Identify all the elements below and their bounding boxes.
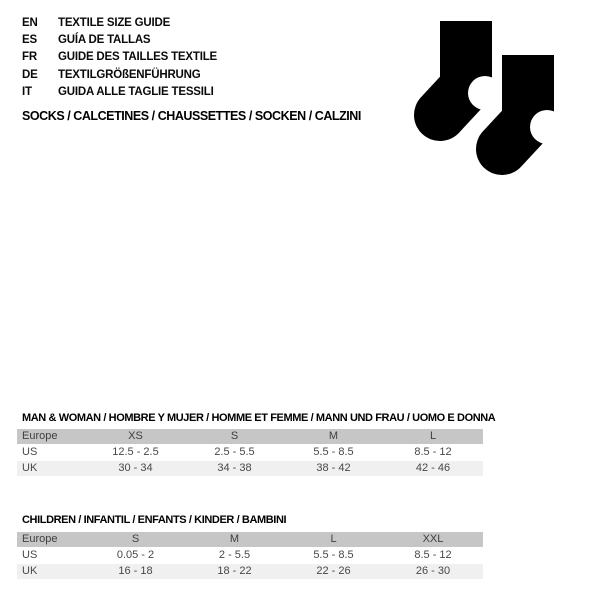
table-header-row (17, 532, 483, 547)
value-cell: 8.5 - 12 (414, 549, 452, 561)
header-cell-size: L (429, 430, 437, 442)
table-title-children: CHILDREN / INFANTIL / ENFANTS / KINDER / BAMBINI (22, 514, 287, 526)
region-cell: UK (22, 565, 38, 577)
socks-icon (408, 11, 558, 181)
header-cell-region: Europe (22, 533, 58, 545)
language-row-it (22, 84, 217, 101)
language-label: GUÍA DE TALLAS (58, 34, 151, 47)
value-cell: 12.5 - 2.5 (112, 446, 159, 458)
value-cell: 38 - 42 (316, 462, 351, 474)
language-row-en (22, 14, 217, 31)
language-row-de (22, 66, 217, 83)
table-header-row (17, 429, 483, 444)
header-cell-size: XS (128, 430, 143, 442)
header-cell-size: L (330, 533, 337, 545)
table-row-us (17, 548, 483, 563)
language-code: FR (22, 51, 37, 64)
header-cell-size: XXL (422, 533, 444, 545)
language-code: EN (22, 16, 38, 29)
category-title: SOCKS / CALCETINES / CHAUSSETTES / SOCKEN / CALZINI (22, 109, 361, 123)
table-row-us (17, 445, 483, 460)
region-cell: US (22, 549, 38, 561)
language-code: ES (22, 34, 37, 47)
value-cell: 2 - 5.5 (218, 549, 251, 561)
region-cell: UK (22, 462, 38, 474)
language-code: DE (22, 68, 38, 81)
value-cell: 5.5 - 8.5 (313, 549, 354, 561)
language-code: IT (22, 86, 32, 99)
table-title-adults: MAN & WOMAN / HOMBRE Y MUJER / HOMME ET FEMME / MANN UND FRAU / UOMO E DONNA (22, 412, 496, 424)
language-list (22, 14, 217, 101)
size-table-adults (17, 429, 483, 477)
value-cell: 22 - 26 (316, 565, 351, 577)
value-cell: 5.5 - 8.5 (313, 446, 354, 458)
header-cell-size: S (131, 533, 140, 545)
language-row-es (22, 31, 217, 48)
header-cell-size: S (230, 430, 239, 442)
language-label: TEXTILE SIZE GUIDE (58, 16, 171, 29)
value-cell: 42 - 46 (415, 462, 451, 474)
header-cell-size: M (229, 533, 240, 545)
value-cell: 8.5 - 12 (414, 446, 452, 458)
region-cell: US (22, 446, 38, 458)
table-row-uk (17, 564, 483, 579)
header-cell-region: Europe (22, 430, 58, 442)
language-label: GUIDA ALLE TAGLIE TESSILI (58, 86, 214, 99)
language-label: GUIDE DES TAILLES TEXTILE (58, 51, 217, 64)
value-cell: 16 - 18 (118, 565, 153, 577)
value-cell: 2.5 - 5.5 (214, 446, 255, 458)
value-cell: 0.05 - 2 (116, 549, 155, 561)
value-cell: 26 - 30 (415, 565, 451, 577)
value-cell: 30 - 34 (118, 462, 153, 474)
value-cell: 18 - 22 (217, 565, 252, 577)
size-table-children (17, 532, 483, 580)
language-row-fr (22, 49, 217, 66)
language-label: TEXTILGRÖßENFÜHRUNG (58, 68, 201, 81)
value-cell: 34 - 38 (217, 462, 252, 474)
header-cell-size: M (328, 430, 339, 442)
table-row-uk (17, 461, 483, 476)
